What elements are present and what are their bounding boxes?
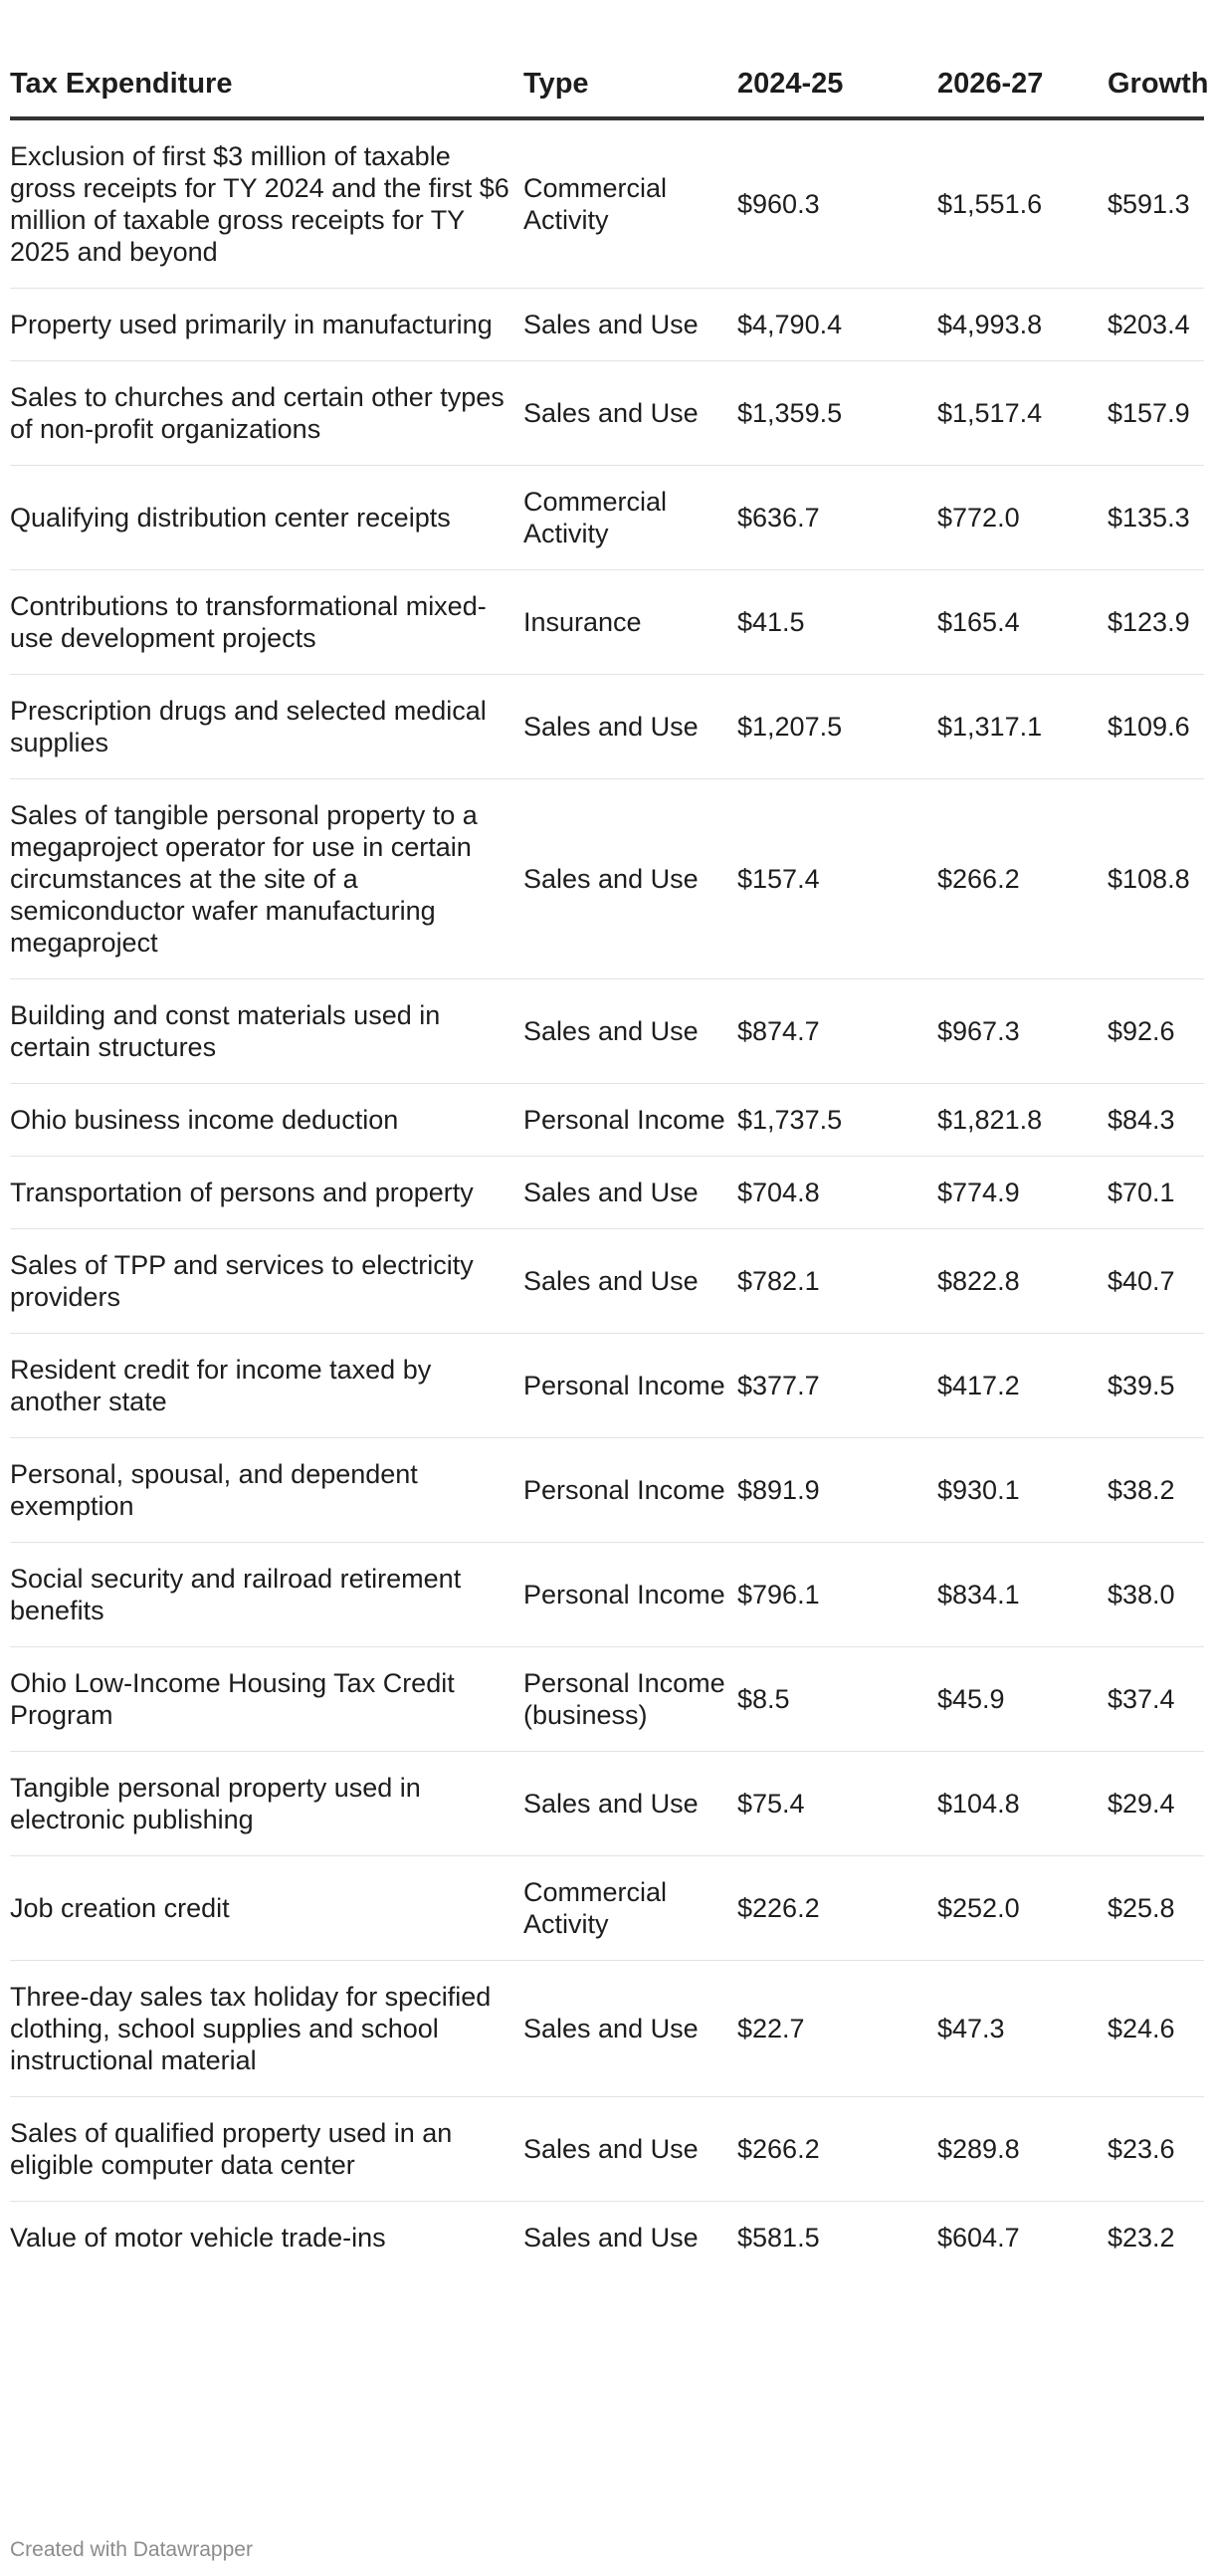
- cell-2024-25: $377.7: [737, 1334, 937, 1438]
- cell-2024-25: $874.7: [737, 979, 937, 1084]
- cell-type: Commercial Activity: [523, 466, 737, 570]
- cell-2026-27: $45.9: [937, 1647, 1108, 1752]
- table-row: [10, 779, 1204, 979]
- cell-tax-expenditure: Prescription drugs and selected medical supplies: [10, 675, 523, 779]
- cell-growth: $37.4: [1108, 1647, 1204, 1752]
- cell-2026-27: $252.0: [937, 1856, 1108, 1961]
- header-type[interactable]: Type: [523, 0, 737, 118]
- cell-type: Sales and Use: [523, 675, 737, 779]
- cell-tax-expenditure: Social security and railroad retirement benefits: [10, 1543, 523, 1647]
- cell-growth: $25.8: [1108, 1856, 1204, 1961]
- cell-type: Sales and Use: [523, 1752, 737, 1856]
- cell-tax-expenditure: Personal, spousal, and dependent exemption: [10, 1438, 523, 1543]
- cell-type: Personal Income: [523, 1334, 737, 1438]
- table-row: [10, 1543, 1204, 1647]
- cell-type: Personal Income: [523, 1543, 737, 1647]
- cell-2026-27: $1,317.1: [937, 675, 1108, 779]
- cell-2024-25: $226.2: [737, 1856, 937, 1961]
- cell-2024-25: $41.5: [737, 570, 937, 675]
- cell-growth: $39.5: [1108, 1334, 1204, 1438]
- header-row: [10, 0, 1204, 118]
- cell-2024-25: $796.1: [737, 1543, 937, 1647]
- cell-tax-expenditure: Ohio business income deduction: [10, 1084, 523, 1157]
- cell-type: Sales and Use: [523, 1157, 737, 1229]
- cell-growth: $203.4: [1108, 289, 1204, 361]
- cell-growth: $157.9: [1108, 361, 1204, 466]
- cell-2026-27: $604.7: [937, 2223, 1020, 2253]
- cell-tax-expenditure: Ohio Low-Income Housing Tax Credit Program: [10, 1647, 523, 1752]
- cell-type: Sales and Use: [523, 2223, 699, 2253]
- cell-tax-expenditure: Transportation of persons and property: [10, 1157, 523, 1229]
- cell-tax-expenditure: Qualifying distribution center receipts: [10, 466, 523, 570]
- cell-type: Personal Income: [523, 1438, 737, 1543]
- cell-tax-expenditure: Three-day sales tax holiday for specified clothing, school supplies and school instructional material: [10, 1961, 523, 2097]
- table-row: [10, 1752, 1204, 1856]
- cell-2024-25: $266.2: [737, 2097, 937, 2202]
- cell-tax-expenditure: Tangible personal property used in electronic publishing: [10, 1752, 523, 1856]
- table-row: [10, 1229, 1204, 1334]
- cell-2026-27: $967.3: [937, 979, 1108, 1084]
- cell-2026-27: $822.8: [937, 1229, 1108, 1334]
- cell-type: Insurance: [523, 570, 737, 675]
- cell-2024-25: $157.4: [737, 779, 937, 979]
- cell-2026-27: $417.2: [937, 1334, 1108, 1438]
- cell-type: Commercial Activity: [523, 118, 737, 289]
- table-container: [10, 0, 1209, 2273]
- tax-expenditure-table: [10, 0, 1209, 2273]
- cell-2026-27: $104.8: [937, 1752, 1108, 1856]
- cell-2024-25: $8.5: [737, 1647, 937, 1752]
- cell-growth: $108.8: [1108, 779, 1204, 979]
- cell-type: Sales and Use: [523, 979, 737, 1084]
- datawrapper-credit[interactable]: Created with Datawrapper: [10, 2538, 253, 2561]
- cell-growth: $591.3: [1108, 118, 1204, 289]
- cell-tax-expenditure: Value of motor vehicle trade-ins: [10, 2223, 386, 2253]
- cell-type: Sales and Use: [523, 779, 737, 979]
- cell-tax-expenditure: Building and const materials used in certain structures: [10, 979, 523, 1084]
- cell-growth: $29.4: [1108, 1752, 1204, 1856]
- cell-type: Sales and Use: [523, 1229, 737, 1334]
- cell-type: Sales and Use: [523, 361, 737, 466]
- cell-2026-27: $165.4: [937, 570, 1108, 675]
- cell-2026-27: $1,821.8: [937, 1084, 1108, 1157]
- cell-2024-25: $782.1: [737, 1229, 937, 1334]
- table-row: [10, 289, 1204, 361]
- cell-2026-27: $47.3: [937, 1961, 1108, 2097]
- cell-tax-expenditure: Job creation credit: [10, 1856, 523, 1961]
- cell-2024-25: $1,359.5: [737, 361, 937, 466]
- cell-2024-25: $581.5: [737, 2223, 820, 2253]
- cell-tax-expenditure: Contributions to transformational mixed-use development projects: [10, 570, 523, 675]
- table-row: [10, 2202, 1204, 2274]
- cell-2026-27: $774.9: [937, 1157, 1108, 1229]
- cell-tax-expenditure: Property used primarily in manufacturing: [10, 289, 523, 361]
- cell-growth: $38.0: [1108, 1543, 1204, 1647]
- table-row: [10, 1084, 1204, 1157]
- cell-growth: $38.2: [1108, 1438, 1204, 1543]
- cell-growth: $70.1: [1108, 1157, 1204, 1229]
- cell-growth: $109.6: [1108, 675, 1204, 779]
- cell-growth: $135.3: [1108, 466, 1204, 570]
- cell-tax-expenditure: Sales of qualified property used in an eligible computer data center: [10, 2097, 523, 2202]
- cell-2024-25: $960.3: [737, 118, 937, 289]
- cell-2026-27: $772.0: [937, 466, 1108, 570]
- cell-2024-25: $75.4: [737, 1752, 937, 1856]
- header-2026-27[interactable]: 2026-27: [937, 0, 1108, 118]
- cell-tax-expenditure: Sales of tangible personal property to a megaproject operator for use in certain circumstances at the site of a semiconductor wafer manufacturing megaproject: [10, 779, 523, 979]
- table-row: [10, 1961, 1204, 2097]
- table-row: [10, 2097, 1204, 2202]
- cell-tax-expenditure: Sales of TPP and services to electricity providers: [10, 1229, 523, 1334]
- cell-2024-25: $704.8: [737, 1157, 937, 1229]
- table-row: [10, 1157, 1204, 1229]
- cell-2024-25: $1,207.5: [737, 675, 937, 779]
- cell-2024-25: $891.9: [737, 1438, 937, 1543]
- table-row: [10, 570, 1204, 675]
- table-row: [10, 1334, 1204, 1438]
- table-row: [10, 118, 1204, 289]
- header-tax-expenditure[interactable]: Tax Expenditure: [10, 0, 523, 118]
- table-row: [10, 1647, 1204, 1752]
- cell-growth: $92.6: [1108, 979, 1204, 1084]
- cell-2026-27: $4,993.8: [937, 289, 1108, 361]
- cell-growth: $84.3: [1108, 1084, 1204, 1157]
- cell-2024-25: $22.7: [737, 1961, 937, 2097]
- cell-2026-27: $1,517.4: [937, 361, 1108, 466]
- cell-type: Personal Income (business): [523, 1647, 737, 1752]
- table-row: [10, 466, 1204, 570]
- table-row: [10, 1856, 1204, 1961]
- cell-2026-27: $834.1: [937, 1543, 1108, 1647]
- table-row: [10, 361, 1204, 466]
- cell-growth: $24.6: [1108, 1961, 1204, 2097]
- cell-type: Commercial Activity: [523, 1856, 737, 1961]
- table-row: [10, 979, 1204, 1084]
- cell-tax-expenditure: Resident credit for income taxed by another state: [10, 1334, 523, 1438]
- table-row: [10, 675, 1204, 779]
- header-growth[interactable]: Growth: [1108, 0, 1204, 118]
- table-body: [10, 118, 1204, 2273]
- cell-type: Personal Income: [523, 1084, 737, 1157]
- cell-growth: $23.2: [1108, 2223, 1175, 2253]
- cell-growth: $40.7: [1108, 1229, 1204, 1334]
- cell-growth: $23.6: [1108, 2097, 1204, 2202]
- cell-2026-27: $930.1: [937, 1438, 1108, 1543]
- cell-2026-27: $289.8: [937, 2097, 1108, 2202]
- cell-2026-27: $1,551.6: [937, 118, 1108, 289]
- cell-type: Sales and Use: [523, 2097, 737, 2202]
- cell-2024-25: $4,790.4: [737, 289, 937, 361]
- cell-type: Sales and Use: [523, 289, 737, 361]
- cell-2024-25: $636.7: [737, 466, 937, 570]
- cell-2026-27: $266.2: [937, 779, 1108, 979]
- header-2024-25[interactable]: 2024-25: [737, 0, 937, 118]
- table-row: [10, 1438, 1204, 1543]
- cell-growth: $123.9: [1108, 570, 1204, 675]
- cell-2024-25: $1,737.5: [737, 1084, 937, 1157]
- cell-tax-expenditure: Exclusion of first $3 million of taxable gross receipts for TY 2024 and the first $6 million of taxable gross receipts for TY 2025 and beyond: [10, 118, 523, 289]
- cell-tax-expenditure: Sales to churches and certain other types of non-profit organizations: [10, 361, 523, 466]
- cell-type: Sales and Use: [523, 1961, 737, 2097]
